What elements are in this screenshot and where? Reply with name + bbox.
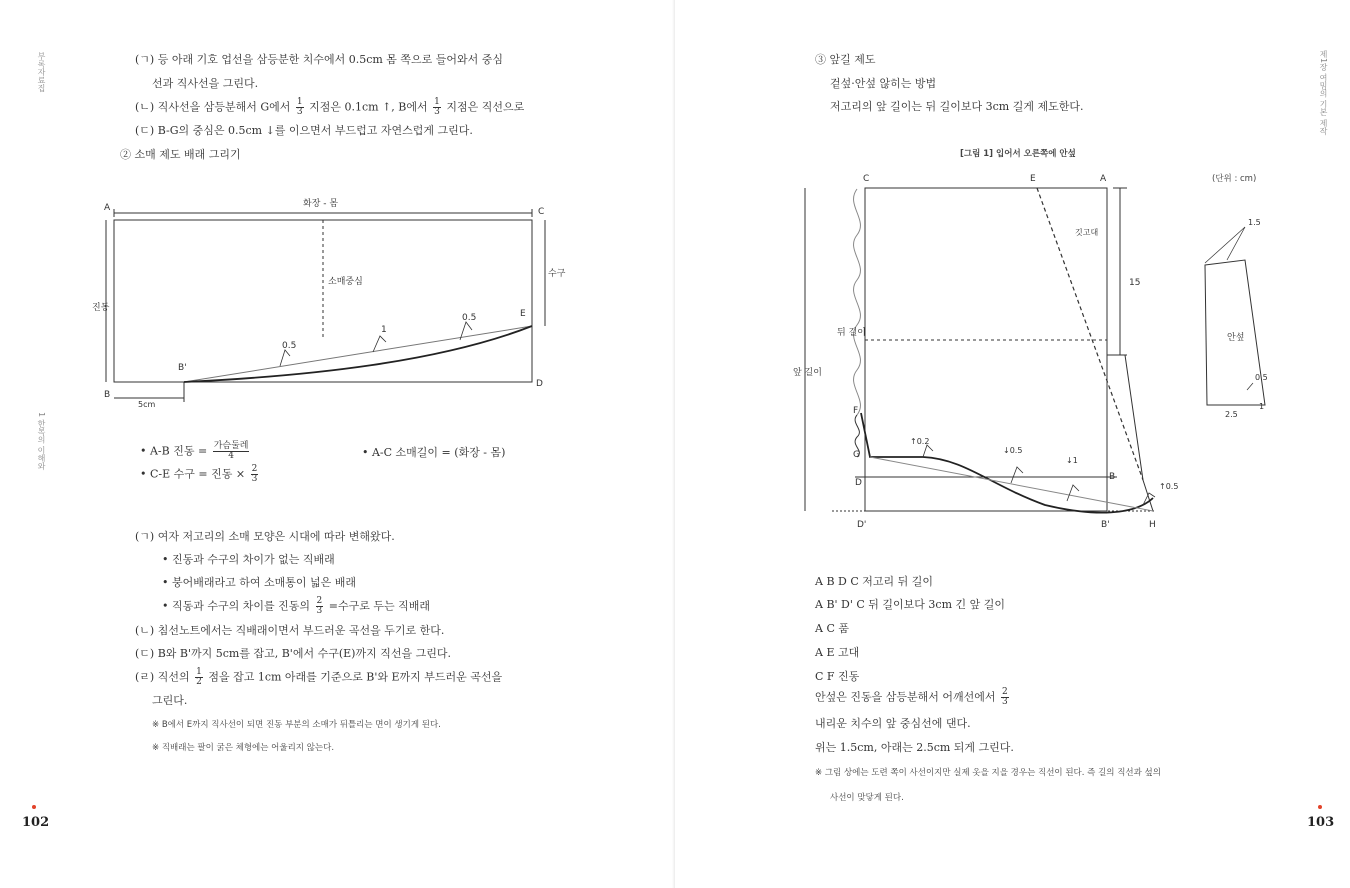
text-line: (ㄷ) B-G의 중심은 0.5cm ↓를 이으면서 부드럽고 자연스럽게 그린다.	[135, 124, 473, 137]
piece-mark: 2.5	[1225, 410, 1238, 419]
text-line: A C 품	[815, 622, 849, 635]
label-D-prime: D'	[857, 520, 867, 530]
dim-15: 15	[1129, 278, 1141, 288]
curve-mark: 0.5	[282, 341, 297, 351]
bodice-diagram	[775, 165, 1275, 540]
note: ※ 직배래는 팔이 굵은 체형에는 어울리지 않는다.	[152, 743, 335, 753]
bullet-item: • 직동과 수구의 차이를 진동의 $\frac{2}{3}$ =수구로 두는 직배래	[162, 596, 430, 616]
bullet-item: • 붕어배래라고 하여 소매통이 넓은 배래	[162, 576, 356, 589]
center-label: 소매중심	[328, 277, 363, 287]
text-line: 겉섶·안섶 않히는 방법	[830, 77, 937, 90]
bullet-item: • 진동과 수구의 차이가 없는 직배래	[162, 553, 335, 566]
fraction: $\frac{\text{가슴둘레}}{4}$	[213, 441, 249, 461]
text-line: 위는 1.5cm, 아래는 2.5cm 되게 그린다.	[815, 741, 1014, 754]
text-line: C F 진동	[815, 670, 860, 683]
note: 사선이 맞닿게 된다.	[830, 793, 904, 803]
text-line: 그린다.	[152, 694, 188, 707]
fraction: $\frac{2}{3}$	[316, 596, 323, 616]
collar-label: 깃고대	[1075, 228, 1099, 237]
note: ※ 그림 상에는 도련 쪽이 사선이지만 실제 옷을 지을 경우는 직선이 된다. 즉 길의 직선과 섶의	[815, 768, 1161, 778]
label-C: C	[863, 174, 870, 184]
label-F: F	[853, 406, 859, 416]
formula-ce: • C-E 수구 = 진동 × $\frac{2}{3}$	[140, 464, 258, 484]
piece-mark: 1.5	[1248, 218, 1261, 227]
text-line: (ㄱ) 등 아래 기호 업선을 삼등분한 치수에서 0.5cm 몸 쪽으로 들어와서 중심	[135, 53, 504, 66]
label-B: B	[1109, 472, 1116, 482]
label-A: A	[1100, 174, 1107, 184]
page-number-dot	[32, 805, 36, 809]
running-head-bottom: 1 한복의 이해와	[37, 412, 46, 471]
label-B: B	[104, 390, 111, 400]
label-G: G	[853, 450, 860, 460]
right-page	[675, 0, 1350, 888]
running-head-top: 부록자료집	[37, 52, 46, 92]
text-line: (ㄱ) 여자 저고리의 소매 모양은 시대에 따라 변해왔다.	[135, 530, 395, 543]
label-E: E	[1030, 174, 1036, 184]
formula-ab: • A-B 진동 = $\frac{\text{가슴둘레}}{4}$	[140, 441, 249, 461]
label-C: C	[538, 207, 545, 217]
piece-label: 안섶	[1227, 333, 1245, 343]
mark: ↓1	[1066, 456, 1078, 465]
page-number-dot	[1318, 805, 1322, 809]
text-line: A B D C 저고리 뒤 길이	[815, 575, 933, 588]
label-E: E	[520, 309, 526, 319]
figure-caption: [그림 1] 입어서 오른쪽에 안섶	[960, 149, 1076, 159]
piece-mark: 0.5	[1255, 373, 1268, 382]
page-number: 103	[1307, 815, 1335, 830]
text-line: (ㄴ) 침선노트에서는 직배래이면서 부드러운 곡선을 두기로 한다.	[135, 624, 445, 637]
text-line: (ㄴ) 직사선을 삼등분해서 G에서 $\frac{1}{3}$ 지점은 0.1cm ↑, B에서 $\frac{1}{3}$ 지점은 직선으로	[135, 97, 525, 117]
text-line: 내리운 치수의 앞 중심선에 댄다.	[815, 717, 971, 730]
section-heading: ② 소매 제도 배래 그리기	[120, 148, 241, 161]
left-dimension: 진동	[92, 303, 110, 313]
mark: ↑0.5	[1159, 482, 1179, 491]
label-B-prime: B'	[178, 363, 187, 373]
running-head: 제1장 여밈의 기본 제작	[1319, 50, 1328, 135]
section-heading: ③ 앞길 제도	[815, 53, 876, 66]
piece-mark: 1	[1259, 402, 1265, 411]
label-D: D	[536, 379, 543, 389]
text-line: 저고리의 앞 길이는 뒤 길이보다 3cm 길게 제도한다.	[830, 100, 1084, 113]
sleeve-diagram	[90, 190, 566, 415]
formula-ac: • A-C 소매길이 = (화장 - 몸)	[362, 446, 506, 459]
fraction: $\frac{1}{3}$	[296, 97, 303, 117]
text-line: A B' D' C 뒤 길이보다 3cm 긴 앞 길이	[815, 598, 1006, 611]
label-A: A	[104, 203, 111, 213]
curve-mark: 1	[381, 325, 387, 335]
note: ※ B에서 E까지 직사선이 되면 진동 부분의 소매가 뒤틀리는 면이 생기게 된다.	[152, 720, 441, 730]
text-line: (ㄷ) B와 B'까지 5cm를 잡고, B'에서 수구(E)까지 직선을 그린다.	[135, 647, 451, 660]
text-line: 안섶은 진동을 삼등분해서 어깨선에서 $\frac{2}{3}$	[815, 687, 1008, 707]
top-dimension: 화장 - 몸	[303, 199, 339, 209]
curve-mark: 0.5	[462, 313, 477, 323]
left-dimension: 앞 길이	[793, 368, 822, 378]
mark: ↓0.5	[1003, 446, 1023, 455]
label-H: H	[1149, 520, 1156, 530]
text-line: (ㄹ) 직선의 $\frac{1}{2}$ 점을 잡고 1cm 아래를 기준으로 B'와 E까지 부드러운 곡선을	[135, 667, 503, 687]
mark: ↑0.2	[910, 437, 930, 446]
text-line: 선과 직사선을 그린다.	[152, 77, 259, 90]
fraction: $\frac{1}{2}$	[196, 667, 202, 687]
right-dimension: 수구	[548, 269, 566, 279]
label-B-prime: B'	[1101, 520, 1110, 530]
page-number: 102	[22, 815, 50, 830]
text-line: A E 고대	[815, 646, 860, 659]
label-D: D	[855, 478, 862, 488]
fraction: $\frac{2}{3}$	[1002, 687, 1008, 707]
fraction: $\frac{2}{3}$	[251, 464, 258, 484]
back-length: 뒤 길이	[837, 328, 866, 338]
bottom-dimension: 5cm	[138, 400, 156, 409]
unit-label: (단위 : cm)	[1212, 174, 1257, 184]
fraction: $\frac{1}{3}$	[434, 97, 440, 117]
